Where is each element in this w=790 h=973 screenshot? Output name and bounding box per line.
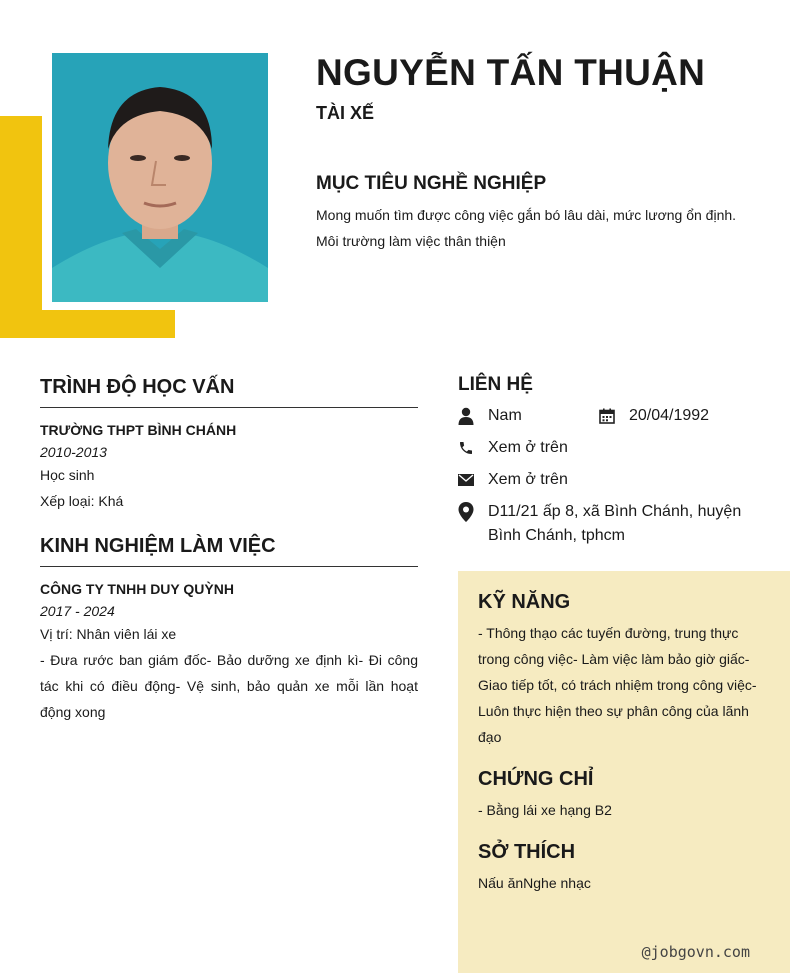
accent-bar-horizontal bbox=[0, 310, 175, 338]
watermark: @jobgovn.com bbox=[641, 943, 750, 961]
contact-phone bbox=[458, 436, 568, 460]
phone-icon bbox=[458, 436, 488, 460]
email-icon bbox=[458, 468, 488, 492]
skills-heading: KỸ NĂNG bbox=[478, 591, 571, 613]
location-icon bbox=[458, 500, 488, 524]
objective-heading: MỤC TIÊU NGHỀ NGHIỆP bbox=[316, 173, 547, 194]
job-title: TÀI XẾ bbox=[316, 103, 375, 123]
accent-bar-vertical bbox=[0, 116, 42, 338]
contact-address bbox=[458, 500, 758, 548]
certificates-text: - Bằng lái xe hạng B2 bbox=[478, 802, 612, 818]
skills-panel bbox=[458, 571, 790, 973]
experience-position: Vị trí: Nhân viên lái xe bbox=[40, 626, 177, 642]
objective-text: Mong muốn tìm được công việc gắn bó lâu dài, mức lương ổn định. Môi trường làm việc thân thiện bbox=[316, 207, 737, 249]
profile-photo bbox=[52, 53, 268, 302]
contact-heading: LIÊN HỆ bbox=[458, 374, 533, 395]
contact-gender bbox=[458, 404, 522, 428]
education-grade: Xếp loại: Khá bbox=[40, 493, 124, 509]
gender-value: Nam bbox=[488, 407, 522, 424]
calendar-icon bbox=[599, 404, 629, 428]
certificates-heading: CHỨNG CHỈ bbox=[478, 768, 594, 790]
birthday-value: 20/04/1992 bbox=[629, 407, 710, 424]
school-name: TRƯỜNG THPT BÌNH CHÁNH bbox=[40, 422, 237, 438]
company-name: CÔNG TY TNHH DUY QUỲNH bbox=[40, 581, 234, 597]
education-heading: TRÌNH ĐỘ HỌC VẤN bbox=[40, 376, 418, 408]
address-value: D11/21 ấp 8, xã Bình Chánh, huyện Bình Chánh, tphcm bbox=[488, 503, 742, 544]
hobbies-heading: SỞ THÍCH bbox=[478, 841, 576, 863]
education-section bbox=[40, 376, 418, 514]
hobbies-text: Nấu ănNghe nhạc bbox=[478, 875, 591, 891]
experience-section bbox=[40, 535, 418, 725]
experience-description: - Đưa rước ban giám đốc- Bảo dưỡng xe định kì- Đi công tác khi có điều động- Vệ sinh, bảo quản xe mỗi lần hoạt động xong bbox=[40, 652, 418, 720]
experience-period: 2017 - 2024 bbox=[40, 603, 115, 619]
education-role: Học sinh bbox=[40, 467, 95, 483]
experience-heading: KINH NGHIỆM LÀM VIỆC bbox=[40, 535, 418, 567]
contact-birthday bbox=[599, 404, 709, 428]
person-icon bbox=[458, 404, 488, 428]
contact-email bbox=[458, 468, 568, 492]
email-value: Xem ở trên bbox=[488, 471, 568, 488]
phone-value: Xem ở trên bbox=[488, 439, 568, 456]
skills-text: - Thông thạo các tuyến đường, trung thực trong công việc- Làm việc làm bảo giờ giấc- Giao tiếp tốt, có trách nhiệm trong công việc- Luôn thực hiện theo sự phân công của lãnh đạo bbox=[478, 625, 757, 745]
education-period: 2010-2013 bbox=[40, 444, 107, 460]
candidate-name: NGUYỄN TẤN THUẬN bbox=[316, 52, 706, 93]
